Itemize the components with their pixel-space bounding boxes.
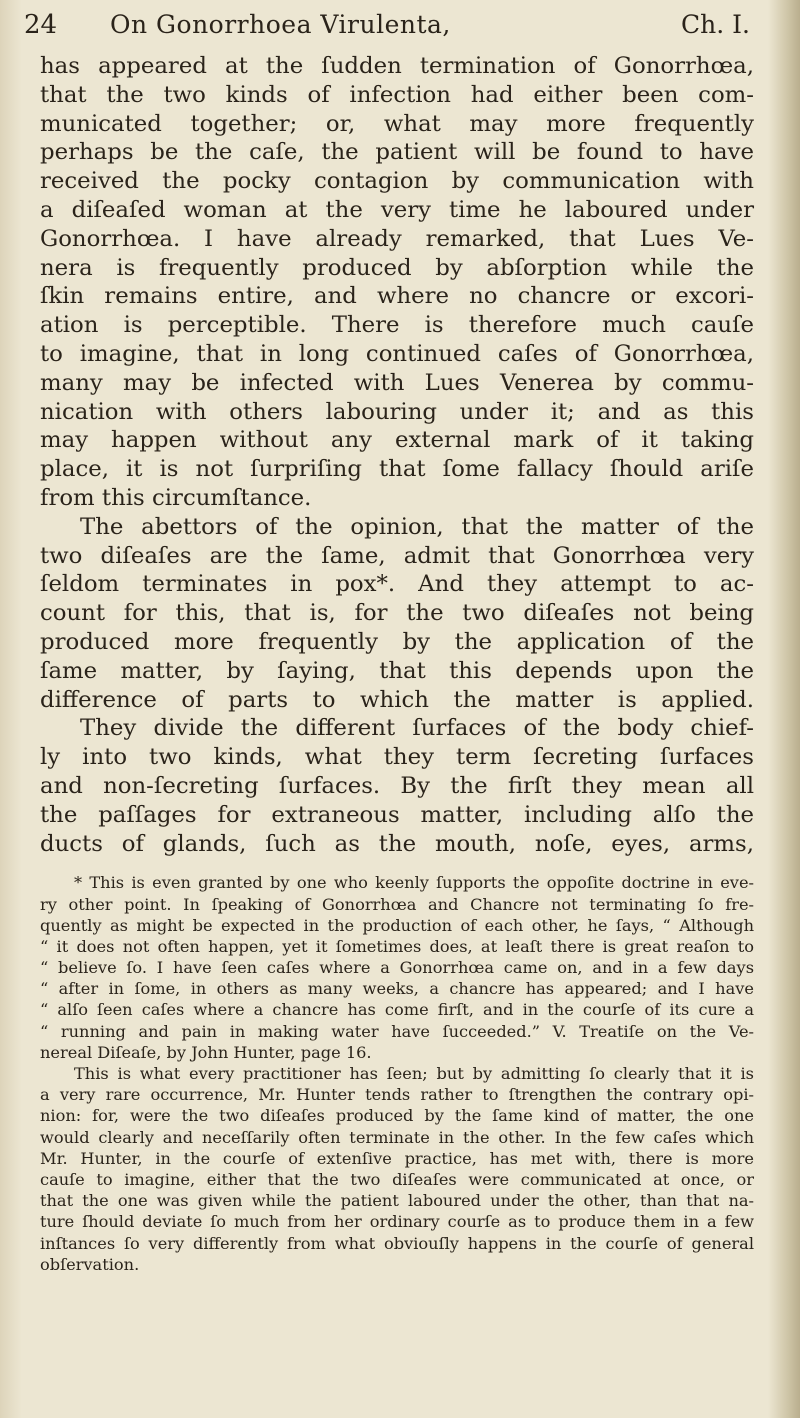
text-line: ducts of glands, ſuch as the mouth, noſe, eyes, arms, <box>40 830 754 857</box>
text-line: ſkin remains entire, and where no chancre or excori- <box>40 283 754 310</box>
text-line: They divide the different ſurfaces of the body chief- <box>80 715 754 742</box>
text-line: produced more frequently by the application of the <box>40 628 754 655</box>
footnote-line: “ alſo ſeen caſes where a chancre has come firſt, and in the courſe of its cure a <box>40 1000 754 1020</box>
text-line: nera is frequently produced by abſorption while the <box>40 254 754 281</box>
text-line: ation is perceptible. There is therefore much cauſe <box>40 312 754 339</box>
footnote-line: nereal Diſeaſe, by John Hunter, page 16. <box>40 1042 372 1062</box>
text-line: many may be infected with Lues Venerea by commu- <box>40 369 754 396</box>
footnote-line: ry other point. In ſpeaking of Gonorrhœa and Chancre not terminating ſo fre- <box>40 894 754 914</box>
text-line: two diſeaſes are the ſame, admit that Gonorrhœa very <box>40 542 754 569</box>
running-header <box>20 2 760 44</box>
text-line: received the pocky contagion by communication with <box>40 168 754 195</box>
text-line: may happen without any external mark of it taking <box>40 427 754 454</box>
text-line: to imagine, that in long continued caſes of Gonorrhœa, <box>40 340 754 367</box>
footnote-line: “ believe ſo. I have ſeen caſes where a Gonorrhœa came on, and in a few days <box>40 958 754 978</box>
chapter-label: Ch. I. <box>681 10 750 39</box>
text-line: difference of parts to which the matter is applied. <box>40 686 754 713</box>
text-line: municated together; or, what may more frequently <box>40 110 754 137</box>
footnote-line: that the one was given while the patient laboured under the other, than that na- <box>40 1191 754 1211</box>
page-shadow-right <box>768 0 800 1418</box>
text-line: Gonorrhœa. I have already remarked, that Lues Ve- <box>40 225 754 252</box>
footnote-line: cauſe to imagine, either that the two diſeaſes were communicated at once, or <box>40 1169 754 1189</box>
text-line: ſame matter, by ſaying, that this depends upon the <box>40 657 754 684</box>
text-line: from this circumſtance. <box>40 484 312 511</box>
footnote-line: inſtances ſo very differently from what obviouſly happens in the courſe of general <box>40 1233 754 1253</box>
page-shadow-left <box>0 0 22 1418</box>
footnote-line: “ after in ſome, in others as many weeks, a chancre has appeared; and I have <box>40 979 754 999</box>
text-line: nication with others labouring under it; and as this <box>40 398 754 425</box>
text-line: has appeared at the ſudden termination of Gonorrhœa, <box>40 53 754 79</box>
running-title: On Gonorrhoea Virulenta, <box>110 10 451 39</box>
footnote-line: “ running and pain in making water have ſucceeded.” V. Treatiſe on the Ve- <box>40 1021 754 1041</box>
footnote-line: obſervation. <box>40 1254 140 1274</box>
text-line: and non-ſecreting ſurfaces. By the firſt they mean all <box>40 772 754 799</box>
footnote <box>40 872 754 1275</box>
page-number: 24 <box>24 10 58 40</box>
text-line: the paſſages for extraneous matter, including alſo the <box>40 801 754 828</box>
text-line: count for this, that is, for the two diſeaſes not being <box>40 600 754 627</box>
text-line: ly into two kinds, what they term ſecreting ſurfaces <box>40 744 754 771</box>
footnote-line: ture ſhould deviate ſo much from her ordinary courſe as to produce them in a few <box>40 1212 754 1232</box>
text-line: The abettors of the opinion, that the matter of the <box>80 513 754 540</box>
footnote-line: “ it does not often happen, yet it ſometimes does, at leaſt there is great reaſon to <box>40 936 754 956</box>
footnote-line: a very rare occurrence, Mr. Hunter tends rather to ſtrengthen the contrary opi- <box>40 1085 754 1105</box>
text-line: place, it is not ſurpriſing that ſome fallacy ſhould ariſe <box>40 456 754 483</box>
footnote-line: This is what every practitioner has ſeen; but by admitting ſo clearly that it is <box>74 1064 754 1083</box>
main-text <box>40 52 754 1275</box>
text-line: a diſeaſed woman at the very time he laboured under <box>40 196 754 223</box>
text-line: ſeldom terminates in pox*. And they attempt to ac- <box>40 571 754 598</box>
footnote-line: * This is even granted by one who keenly ſupports the oppoſite doctrine in eve- <box>74 873 754 893</box>
footnote-gap <box>40 858 754 872</box>
text-line: perhaps be the caſe, the patient will be found to have <box>40 139 754 166</box>
footnote-line: quently as might be expected in the production of each other, he ſays, “ Although <box>40 915 754 935</box>
text-line: that the two kinds of infection had either been com- <box>40 81 754 108</box>
footnote-line: Mr. Hunter, in the courſe of extenſive practice, has met with, there is more <box>40 1148 754 1168</box>
footnote-line: nion: for, were the two diſeaſes produced by the ſame kind of matter, the one <box>40 1106 754 1126</box>
footnote-line: would clearly and neceſſarily often terminate in the other. In the few caſes which <box>40 1127 754 1147</box>
